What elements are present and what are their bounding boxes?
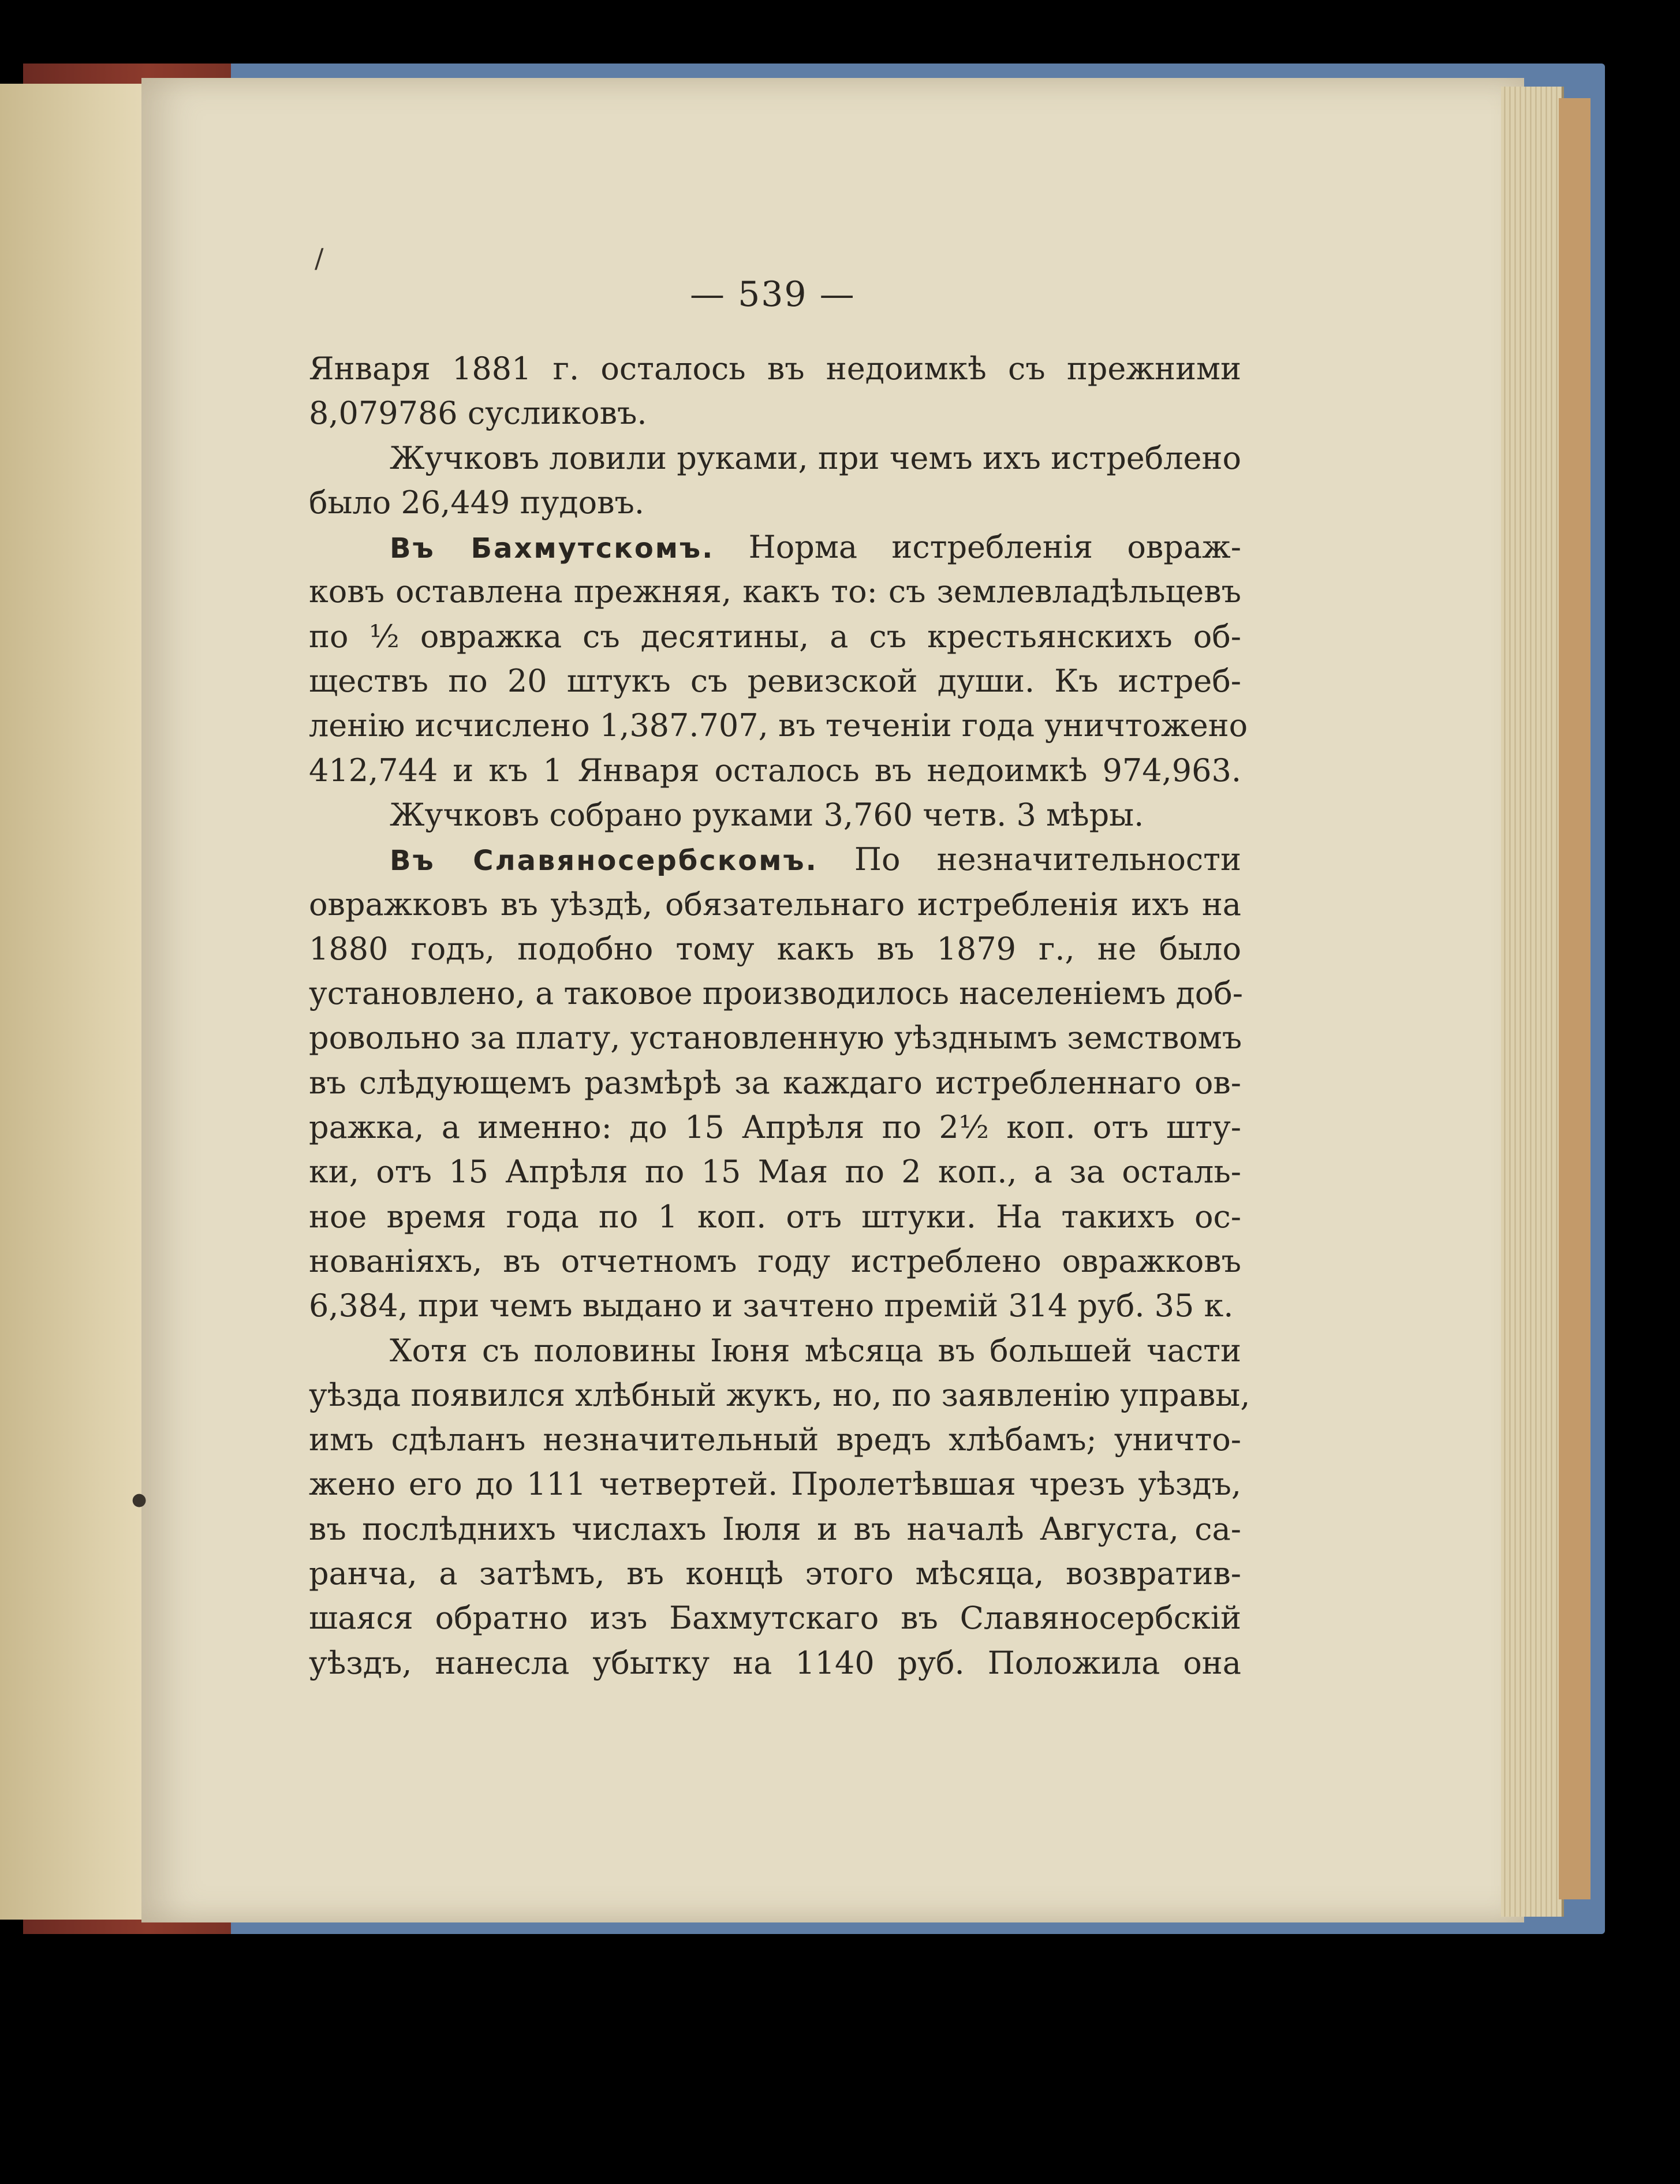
text-line bbox=[309, 346, 1241, 391]
line-text: Хотя съ половины Іюня мѣсяца въ большей части bbox=[390, 1332, 1241, 1369]
ink-dot: ● bbox=[132, 1489, 147, 1510]
line-text: 8,079786 сусликовъ. bbox=[309, 395, 647, 432]
text-line bbox=[309, 1149, 1241, 1194]
line-text: нованіяхъ, въ отчетномъ году истреблено овражковъ bbox=[309, 1242, 1241, 1279]
line-text: Жучковъ собрано руками 3,760 четв. 3 мѣры. bbox=[390, 796, 1144, 833]
text-line bbox=[309, 1328, 1241, 1373]
line-text: ществъ по 20 штукъ съ ревизской души. Къ истреб- bbox=[309, 663, 1241, 700]
text-line bbox=[309, 659, 1241, 703]
line-text: 6,384, при чемъ выдано и зачтено премій 314 руб. 35 к. bbox=[309, 1287, 1234, 1324]
text-line bbox=[309, 1373, 1250, 1417]
cover-edge bbox=[1559, 98, 1591, 1899]
line-text: По незначительности bbox=[817, 841, 1242, 878]
ink-mark: / bbox=[315, 242, 324, 274]
page-number: — 539 — bbox=[690, 274, 856, 315]
section-heading: Въ Славяносербскомъ. bbox=[390, 845, 818, 878]
line-text: установлено, а таковое производилось населеніемъ доб- bbox=[309, 975, 1243, 1012]
left-page-edge bbox=[0, 84, 146, 1920]
text-line bbox=[309, 1105, 1241, 1149]
text-line bbox=[309, 436, 1241, 480]
text-line bbox=[309, 1551, 1241, 1596]
line-text: ранча, а затѣмъ, въ концѣ этого мѣсяца, возвратив- bbox=[309, 1555, 1241, 1592]
text-line bbox=[309, 614, 1241, 659]
line-text: 1880 годъ, подобно тому какъ въ 1879 г., не было bbox=[309, 930, 1241, 967]
text-line bbox=[309, 525, 1241, 569]
line-text: ковъ оставлена прежняя, какъ то: съ землевладѣльцевъ bbox=[309, 573, 1241, 610]
page-stack-edges bbox=[1501, 87, 1564, 1917]
text-line bbox=[309, 793, 1241, 837]
page-text bbox=[309, 346, 1250, 1685]
text-line bbox=[309, 703, 1248, 748]
line-text: Января 1881 г. осталось въ недоимкѣ съ прежними bbox=[309, 350, 1241, 387]
line-text: ленію исчислено 1,387.707, въ теченіи года уничтожено bbox=[309, 707, 1248, 744]
text-line bbox=[309, 1283, 1241, 1328]
line-text: ки, отъ 15 Апрѣля по 15 Мая по 2 коп., а за осталь- bbox=[309, 1153, 1241, 1190]
line-text: Жучковъ ловили руками, при чемъ ихъ истреблено bbox=[390, 439, 1241, 476]
text-line bbox=[309, 1194, 1241, 1239]
line-text: 412,744 и къ 1 Января осталось въ недоимкѣ 974,963. bbox=[309, 752, 1241, 789]
text-line bbox=[309, 748, 1241, 793]
text-line bbox=[309, 927, 1241, 971]
text-line bbox=[309, 971, 1241, 1016]
text-line bbox=[309, 480, 1241, 525]
text-line bbox=[309, 1061, 1241, 1105]
line-text: въ слѣдующемъ размѣрѣ за каждаго истребленнаго ов- bbox=[309, 1064, 1241, 1101]
line-text: ровольно за плату, установленную уѣзднымъ земствомъ bbox=[309, 1020, 1242, 1056]
line-text: Норма истребленія овраж- bbox=[714, 529, 1241, 566]
text-line bbox=[309, 1016, 1241, 1060]
text-line bbox=[309, 837, 1241, 882]
line-text: въ послѣднихъ числахъ Іюля и въ началѣ Августа, са- bbox=[309, 1510, 1241, 1547]
line-text: шаяся обратно изъ Бахмутскаго въ Славяносербскій bbox=[309, 1600, 1241, 1637]
text-line bbox=[309, 1596, 1241, 1640]
line-text: по ½ овражка съ десятины, а съ крестьянскихъ об- bbox=[309, 618, 1241, 655]
section-heading: Въ Бахмутскомъ. bbox=[390, 532, 715, 565]
line-text: было 26,449 пудовъ. bbox=[309, 484, 645, 521]
line-text: ное время года по 1 коп. отъ штуки. На такихъ ос- bbox=[309, 1198, 1241, 1235]
line-text: уѣзда появился хлѣбный жукъ, но, по заявленію управы, bbox=[309, 1376, 1250, 1413]
line-text: жено его до 111 четвертей. Пролетѣвшая чрезъ уѣздъ, bbox=[309, 1466, 1241, 1503]
text-line bbox=[309, 1507, 1241, 1551]
text-line bbox=[309, 569, 1241, 614]
line-text: овражковъ въ уѣздѣ, обязательнаго истребленія ихъ на bbox=[309, 886, 1241, 923]
line-text: ражка, а именно: до 15 Апрѣля по 2½ коп. отъ шту- bbox=[309, 1109, 1241, 1146]
line-text: уѣздъ, нанесла убытку на 1140 руб. Положила она bbox=[309, 1644, 1241, 1681]
text-line bbox=[309, 1462, 1241, 1506]
line-text: имъ сдѣланъ незначительный вредъ хлѣбамъ; уничто- bbox=[309, 1421, 1241, 1458]
text-line bbox=[309, 1239, 1241, 1283]
text-line bbox=[309, 1417, 1241, 1462]
text-line bbox=[309, 1641, 1241, 1685]
text-line bbox=[309, 882, 1241, 927]
text-line bbox=[309, 391, 1241, 435]
